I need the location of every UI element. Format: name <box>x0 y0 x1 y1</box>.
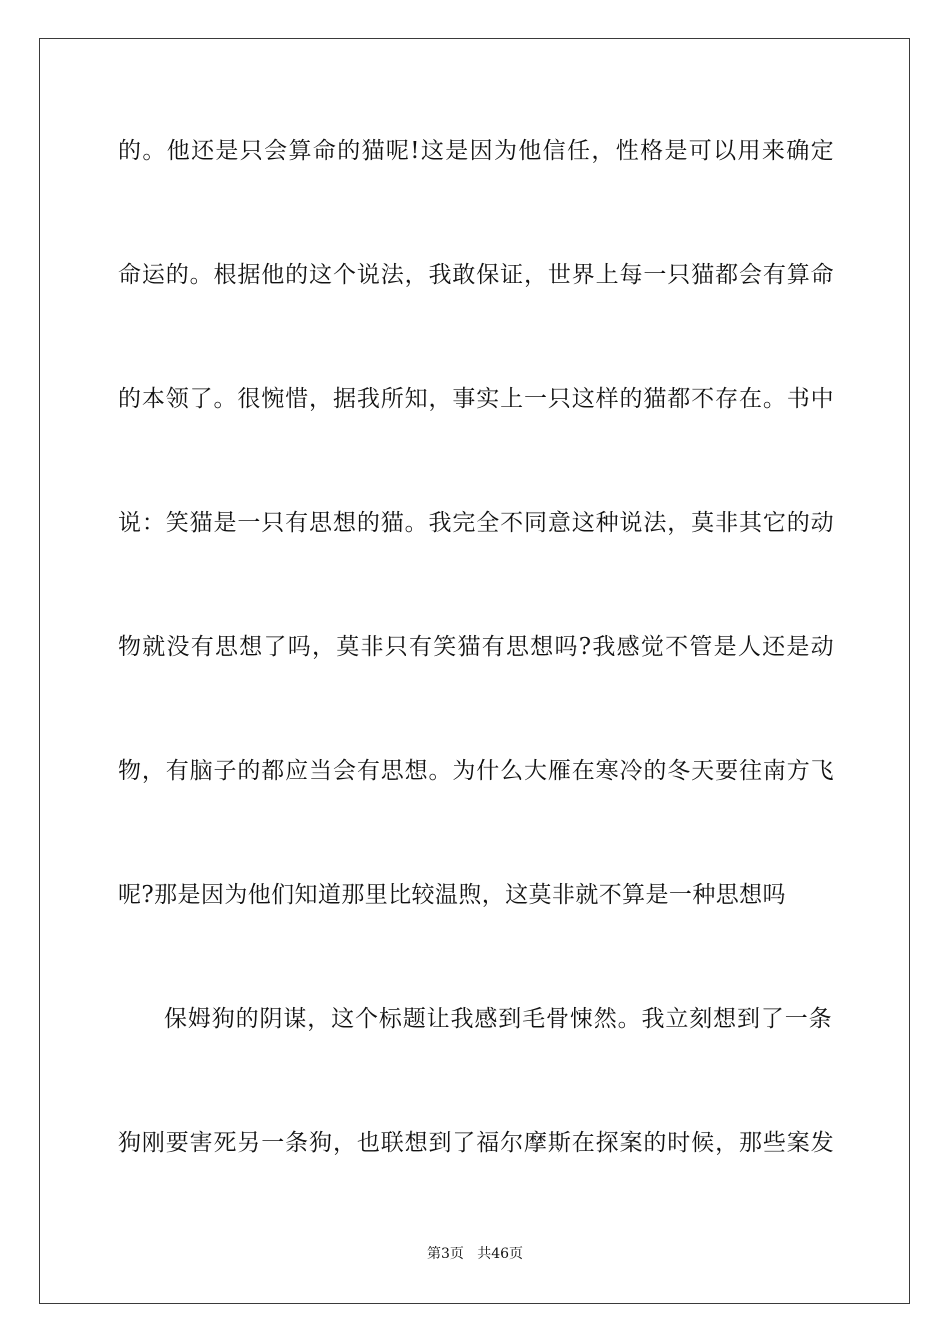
page-number-footer: 第3页 共46页 <box>426 1246 524 1262</box>
body-text-line-1: 的。他还是只会算命的猫呢!这是因为他信任，性格是可以用来确定 <box>118 138 834 164</box>
body-text-line-2: 命运的。根据他的这个说法，我敢保证，世界上每一只猫都会有算命 <box>118 262 834 288</box>
body-text-line-3: 的本领了。很惋惜，据我所知，事实上一只这样的猫都不存在。书中 <box>118 386 834 412</box>
body-text-line-4: 说：笑猫是一只有思想的猫。我完全不同意这种说法，莫非其它的动 <box>118 510 834 536</box>
page-frame <box>39 38 910 1304</box>
body-text-line-5: 物就没有思想了吗，莫非只有笑猫有思想吗?我感觉不管是人还是动 <box>118 634 834 660</box>
body-text-line-9: 狗刚要害死另一条狗，也联想到了福尔摩斯在探案的时候，那些案发 <box>118 1130 834 1156</box>
body-text-line-6: 物，有脑子的都应当会有思想。为什么大雁在寒冷的冬天要往南方飞 <box>118 758 834 784</box>
body-text-line-7: 呢?那是因为他们知道那里比较温煦，这莫非就不算是一种思想吗 <box>118 882 786 908</box>
body-text-line-8-paragraph-start: 保姆狗的阴谋，这个标题让我感到毛骨悚然。我立刻想到了一条 <box>164 1006 832 1032</box>
